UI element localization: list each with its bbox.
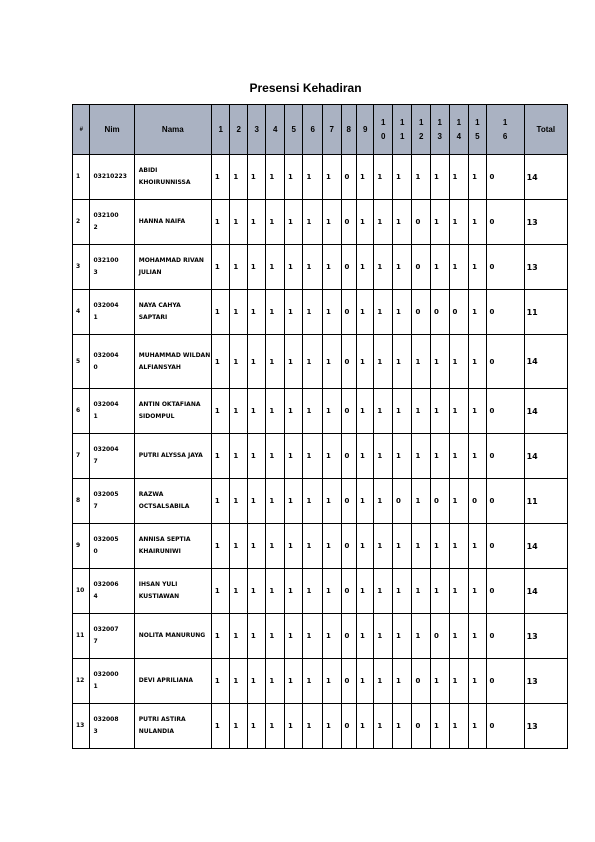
attendance-cell: 1 [230, 434, 247, 479]
attendance-cell: 1 [211, 200, 230, 245]
row-nama: MOHAMMAD RIVAN JULIAN [134, 245, 211, 290]
attendance-cell: 1 [303, 659, 323, 704]
header-meeting-9: 9 [356, 105, 373, 155]
row-nim: 032007 7 [90, 614, 134, 659]
header-meeting-3: 3 [247, 105, 266, 155]
attendance-cell: 0 [486, 479, 524, 524]
attendance-cell: 1 [431, 245, 450, 290]
attendance-cell: 1 [469, 290, 486, 335]
attendance-cell: 1 [431, 200, 450, 245]
header-meeting-15: 1 5 [469, 105, 486, 155]
attendance-cell: 0 [392, 479, 412, 524]
attendance-cell: 1 [412, 524, 431, 569]
attendance-cell: 1 [374, 524, 393, 569]
attendance-cell: 1 [374, 569, 393, 614]
table-row [73, 290, 568, 335]
attendance-cell: 1 [303, 569, 323, 614]
attendance-cell: 1 [374, 245, 393, 290]
attendance-cell: 0 [449, 290, 469, 335]
table-row [73, 704, 568, 749]
header-meeting-14: 1 4 [449, 105, 469, 155]
attendance-cell: 1 [392, 290, 412, 335]
attendance-cell: 1 [431, 569, 450, 614]
attendance-cell: 1 [211, 245, 230, 290]
attendance-cell: 1 [266, 659, 285, 704]
table-row [73, 479, 568, 524]
attendance-cell: 1 [356, 335, 373, 389]
attendance-cell: 1 [303, 290, 323, 335]
attendance-cell: 1 [449, 245, 469, 290]
attendance-cell: 1 [230, 614, 247, 659]
attendance-cell: 1 [412, 434, 431, 479]
attendance-cell: 1 [323, 335, 342, 389]
row-nim: 032100 2 [90, 200, 134, 245]
attendance-cell: 1 [211, 335, 230, 389]
attendance-cell: 1 [247, 479, 266, 524]
attendance-cell: 1 [449, 659, 469, 704]
attendance-cell: 1 [284, 389, 303, 434]
attendance-cell: 1 [211, 479, 230, 524]
attendance-cell: 1 [374, 659, 393, 704]
header-meeting-4: 4 [266, 105, 285, 155]
attendance-cell: 1 [284, 200, 303, 245]
attendance-cell: 0 [341, 434, 356, 479]
table-row [73, 434, 568, 479]
row-nim: 032004 7 [90, 434, 134, 479]
attendance-cell: 1 [230, 389, 247, 434]
attendance-table [72, 104, 568, 749]
attendance-cell: 1 [449, 524, 469, 569]
attendance-cell: 1 [211, 389, 230, 434]
attendance-cell: 1 [392, 569, 412, 614]
attendance-cell: 1 [431, 155, 450, 200]
attendance-cell: 1 [230, 704, 247, 749]
attendance-cell: 1 [356, 614, 373, 659]
attendance-cell: 1 [303, 479, 323, 524]
attendance-cell: 1 [266, 479, 285, 524]
attendance-cell: 1 [323, 155, 342, 200]
attendance-cell: 1 [392, 524, 412, 569]
attendance-cell: 1 [230, 524, 247, 569]
attendance-cell: 0 [341, 704, 356, 749]
attendance-cell: 1 [449, 200, 469, 245]
attendance-cell: 1 [356, 434, 373, 479]
attendance-cell: 1 [449, 704, 469, 749]
attendance-cell: 1 [284, 569, 303, 614]
attendance-cell: 0 [412, 290, 431, 335]
table-row [73, 389, 568, 434]
attendance-cell: 1 [469, 155, 486, 200]
attendance-cell: 1 [323, 434, 342, 479]
attendance-cell: 1 [247, 569, 266, 614]
attendance-cell: 0 [341, 245, 356, 290]
row-total: 11 [524, 479, 567, 524]
row-total: 13 [524, 659, 567, 704]
attendance-cell: 1 [247, 524, 266, 569]
attendance-cell: 1 [323, 389, 342, 434]
attendance-cell: 1 [303, 389, 323, 434]
attendance-cell: 1 [230, 155, 247, 200]
attendance-cell: 1 [392, 389, 412, 434]
attendance-cell: 1 [469, 704, 486, 749]
attendance-cell: 1 [266, 200, 285, 245]
page-title: Presensi Kehadiran [249, 81, 362, 95]
attendance-cell: 1 [449, 155, 469, 200]
header-meeting-8: 8 [341, 105, 356, 155]
row-total: 13 [524, 614, 567, 659]
row-nim: 032008 3 [90, 704, 134, 749]
attendance-cell: 1 [266, 290, 285, 335]
attendance-cell: 1 [412, 479, 431, 524]
attendance-cell: 1 [323, 290, 342, 335]
attendance-cell: 1 [374, 200, 393, 245]
attendance-cell: 0 [341, 614, 356, 659]
row-number: 1 [73, 155, 90, 200]
attendance-cell: 1 [356, 200, 373, 245]
attendance-cell: 1 [392, 704, 412, 749]
table-row [73, 335, 568, 389]
attendance-cell: 1 [412, 155, 431, 200]
attendance-cell: 0 [486, 704, 524, 749]
attendance-cell: 1 [211, 155, 230, 200]
row-number: 8 [73, 479, 90, 524]
attendance-cell: 1 [247, 704, 266, 749]
attendance-cell: 0 [341, 389, 356, 434]
attendance-cell: 1 [323, 524, 342, 569]
attendance-cell: 1 [469, 200, 486, 245]
attendance-cell: 1 [449, 479, 469, 524]
attendance-cell: 1 [356, 155, 373, 200]
attendance-cell: 1 [469, 335, 486, 389]
row-nama: ANTIN OKTAFIANA SIDOMPUL [134, 389, 211, 434]
attendance-cell: 1 [412, 335, 431, 389]
attendance-cell: 1 [247, 290, 266, 335]
attendance-cell: 0 [486, 659, 524, 704]
row-nama: NAYA CAHYA SAPTARI [134, 290, 211, 335]
attendance-cell: 1 [412, 614, 431, 659]
row-total: 14 [524, 524, 567, 569]
attendance-cell: 1 [266, 245, 285, 290]
attendance-cell: 1 [303, 434, 323, 479]
attendance-cell: 1 [449, 335, 469, 389]
row-total: 14 [524, 434, 567, 479]
attendance-cell: 0 [431, 290, 450, 335]
attendance-cell: 0 [341, 200, 356, 245]
attendance-cell: 1 [284, 245, 303, 290]
attendance-cell: 1 [284, 155, 303, 200]
attendance-cell: 1 [356, 479, 373, 524]
attendance-cell: 1 [266, 335, 285, 389]
header-meeting-5: 5 [284, 105, 303, 155]
attendance-cell: 0 [486, 434, 524, 479]
attendance-cell: 1 [323, 659, 342, 704]
attendance-cell: 1 [469, 614, 486, 659]
attendance-cell: 1 [374, 704, 393, 749]
attendance-cell: 0 [412, 200, 431, 245]
row-number: 2 [73, 200, 90, 245]
attendance-cell: 1 [247, 389, 266, 434]
attendance-cell: 1 [303, 614, 323, 659]
attendance-cell: 1 [374, 155, 393, 200]
row-nim: 032100 3 [90, 245, 134, 290]
row-total: 13 [524, 245, 567, 290]
row-nim: 032004 0 [90, 335, 134, 389]
attendance-cell: 1 [431, 434, 450, 479]
attendance-cell: 0 [341, 290, 356, 335]
row-nama: ABIDI KHOIRUNNISSA [134, 155, 211, 200]
attendance-cell: 1 [284, 659, 303, 704]
attendance-cell: 1 [356, 389, 373, 434]
header-meeting-13: 1 3 [431, 105, 450, 155]
row-nama: DEVI APRILIANA [134, 659, 211, 704]
row-nama: IHSAN YULI KUSTIAWAN [134, 569, 211, 614]
row-nim: 032004 1 [90, 290, 134, 335]
attendance-cell: 0 [341, 335, 356, 389]
attendance-cell: 1 [449, 614, 469, 659]
row-number: 11 [73, 614, 90, 659]
attendance-cell: 1 [303, 335, 323, 389]
attendance-cell: 1 [284, 479, 303, 524]
attendance-cell: 1 [247, 245, 266, 290]
header-nim: Nim [90, 105, 134, 155]
header-meeting-11: 1 1 [392, 105, 412, 155]
attendance-cell: 1 [449, 569, 469, 614]
attendance-cell: 1 [323, 614, 342, 659]
row-nim: 032006 4 [90, 569, 134, 614]
header-meeting-7: 7 [323, 105, 342, 155]
row-number: 9 [73, 524, 90, 569]
attendance-cell: 1 [374, 434, 393, 479]
attendance-cell: 1 [247, 434, 266, 479]
attendance-cell: 1 [356, 245, 373, 290]
attendance-cell: 1 [230, 290, 247, 335]
attendance-cell: 0 [486, 389, 524, 434]
attendance-cell: 0 [486, 335, 524, 389]
header-meeting-1: 1 [211, 105, 230, 155]
attendance-cell: 1 [392, 155, 412, 200]
attendance-cell: 1 [303, 155, 323, 200]
header-meeting-12: 1 2 [412, 105, 431, 155]
attendance-cell: 0 [412, 245, 431, 290]
table-body [73, 155, 568, 749]
row-nim: 03210223 [90, 155, 134, 200]
attendance-cell: 1 [303, 245, 323, 290]
attendance-cell: 1 [211, 614, 230, 659]
attendance-cell: 1 [431, 335, 450, 389]
row-total: 14 [524, 155, 567, 200]
attendance-cell: 0 [341, 479, 356, 524]
attendance-cell: 1 [211, 290, 230, 335]
row-nama: HANNA NAIFA [134, 200, 211, 245]
attendance-cell: 0 [469, 479, 486, 524]
header-no: # [73, 105, 90, 155]
attendance-cell: 1 [230, 245, 247, 290]
attendance-cell: 1 [449, 434, 469, 479]
attendance-cell: 1 [374, 614, 393, 659]
row-total: 14 [524, 335, 567, 389]
row-number: 12 [73, 659, 90, 704]
attendance-cell: 1 [247, 155, 266, 200]
attendance-cell: 1 [469, 569, 486, 614]
table-row [73, 524, 568, 569]
row-nim: 032000 1 [90, 659, 134, 704]
attendance-cell: 1 [266, 704, 285, 749]
row-nama: MUHAMMAD WILDAN ALFIANSYAH [134, 335, 211, 389]
attendance-cell: 1 [412, 389, 431, 434]
attendance-cell: 1 [323, 479, 342, 524]
attendance-cell: 1 [266, 524, 285, 569]
row-total: 14 [524, 569, 567, 614]
attendance-cell: 1 [323, 245, 342, 290]
table-row [73, 614, 568, 659]
attendance-cell: 0 [486, 155, 524, 200]
attendance-cell: 1 [230, 335, 247, 389]
attendance-cell: 1 [323, 704, 342, 749]
attendance-cell: 1 [284, 614, 303, 659]
attendance-cell: 1 [356, 704, 373, 749]
row-number: 5 [73, 335, 90, 389]
attendance-cell: 1 [374, 479, 393, 524]
attendance-cell: 1 [266, 434, 285, 479]
attendance-cell: 0 [341, 155, 356, 200]
table-row [73, 569, 568, 614]
row-number: 4 [73, 290, 90, 335]
header-meeting-2: 2 [230, 105, 247, 155]
attendance-cell: 1 [284, 524, 303, 569]
row-number: 10 [73, 569, 90, 614]
attendance-cell: 1 [247, 614, 266, 659]
attendance-cell: 0 [486, 524, 524, 569]
attendance-cell: 1 [431, 389, 450, 434]
attendance-cell: 0 [486, 245, 524, 290]
row-total: 13 [524, 704, 567, 749]
attendance-cell: 1 [374, 389, 393, 434]
attendance-cell: 1 [469, 659, 486, 704]
attendance-cell: 1 [469, 389, 486, 434]
attendance-cell: 1 [266, 389, 285, 434]
row-number: 6 [73, 389, 90, 434]
attendance-cell: 1 [431, 524, 450, 569]
attendance-cell: 1 [392, 659, 412, 704]
attendance-cell: 1 [266, 155, 285, 200]
attendance-cell: 1 [284, 290, 303, 335]
attendance-cell: 1 [356, 524, 373, 569]
attendance-cell: 0 [486, 200, 524, 245]
table-row [73, 245, 568, 290]
row-nama: ANNISA SEPTIA KHAIRUNIWI [134, 524, 211, 569]
table-row [73, 155, 568, 200]
attendance-cell: 1 [303, 200, 323, 245]
row-nim: 032004 1 [90, 389, 134, 434]
row-total: 14 [524, 389, 567, 434]
header-meeting-16: 1 6 [486, 105, 524, 155]
attendance-cell: 1 [469, 524, 486, 569]
attendance-cell: 1 [356, 290, 373, 335]
attendance-cell: 1 [211, 569, 230, 614]
attendance-cell: 1 [211, 659, 230, 704]
attendance-cell: 1 [284, 434, 303, 479]
attendance-cell: 1 [323, 200, 342, 245]
header-row [73, 105, 568, 155]
row-number: 7 [73, 434, 90, 479]
row-nama: PUTRI ALYSSA JAYA [134, 434, 211, 479]
attendance-cell: 1 [392, 245, 412, 290]
attendance-cell: 1 [469, 245, 486, 290]
attendance-cell: 1 [392, 434, 412, 479]
attendance-cell: 0 [412, 704, 431, 749]
attendance-cell: 1 [247, 659, 266, 704]
attendance-cell: 0 [486, 290, 524, 335]
attendance-cell: 1 [230, 479, 247, 524]
row-total: 11 [524, 290, 567, 335]
attendance-cell: 0 [486, 614, 524, 659]
attendance-cell: 1 [431, 704, 450, 749]
attendance-cell: 1 [303, 704, 323, 749]
attendance-cell: 0 [431, 479, 450, 524]
header-total: Total [524, 105, 567, 155]
header-meeting-6: 6 [303, 105, 323, 155]
header-nama: Nama [134, 105, 211, 155]
attendance-cell: 1 [266, 614, 285, 659]
row-nim: 032005 7 [90, 479, 134, 524]
row-number: 3 [73, 245, 90, 290]
attendance-cell: 0 [341, 524, 356, 569]
attendance-cell: 1 [247, 335, 266, 389]
attendance-cell: 1 [211, 434, 230, 479]
attendance-cell: 1 [356, 569, 373, 614]
attendance-cell: 1 [392, 335, 412, 389]
attendance-cell: 0 [412, 659, 431, 704]
attendance-cell: 1 [392, 200, 412, 245]
attendance-cell: 1 [323, 569, 342, 614]
attendance-cell: 1 [374, 335, 393, 389]
attendance-cell: 1 [211, 704, 230, 749]
attendance-cell: 1 [412, 569, 431, 614]
attendance-cell: 1 [230, 569, 247, 614]
attendance-cell: 1 [211, 524, 230, 569]
attendance-cell: 1 [266, 569, 285, 614]
attendance-cell: 0 [431, 614, 450, 659]
row-nama: NOLITA MANURUNG [134, 614, 211, 659]
attendance-cell: 1 [469, 434, 486, 479]
attendance-cell: 1 [247, 200, 266, 245]
row-total: 13 [524, 200, 567, 245]
row-number: 13 [73, 704, 90, 749]
attendance-cell: 1 [230, 200, 247, 245]
row-nim: 032005 0 [90, 524, 134, 569]
attendance-cell: 1 [449, 389, 469, 434]
row-nama: PUTRI ASTIRA NULANDIA [134, 704, 211, 749]
attendance-cell: 0 [341, 659, 356, 704]
table-row [73, 200, 568, 245]
attendance-cell: 1 [230, 659, 247, 704]
attendance-cell: 1 [356, 659, 373, 704]
attendance-cell: 0 [486, 569, 524, 614]
table-row [73, 659, 568, 704]
row-nama: RAZWA OCTSALSABILA [134, 479, 211, 524]
attendance-cell: 1 [392, 614, 412, 659]
header-meeting-10: 1 0 [374, 105, 393, 155]
attendance-cell: 1 [431, 659, 450, 704]
attendance-cell: 1 [284, 335, 303, 389]
attendance-cell: 1 [374, 290, 393, 335]
attendance-cell: 1 [284, 704, 303, 749]
attendance-cell: 0 [341, 569, 356, 614]
attendance-cell: 1 [303, 524, 323, 569]
